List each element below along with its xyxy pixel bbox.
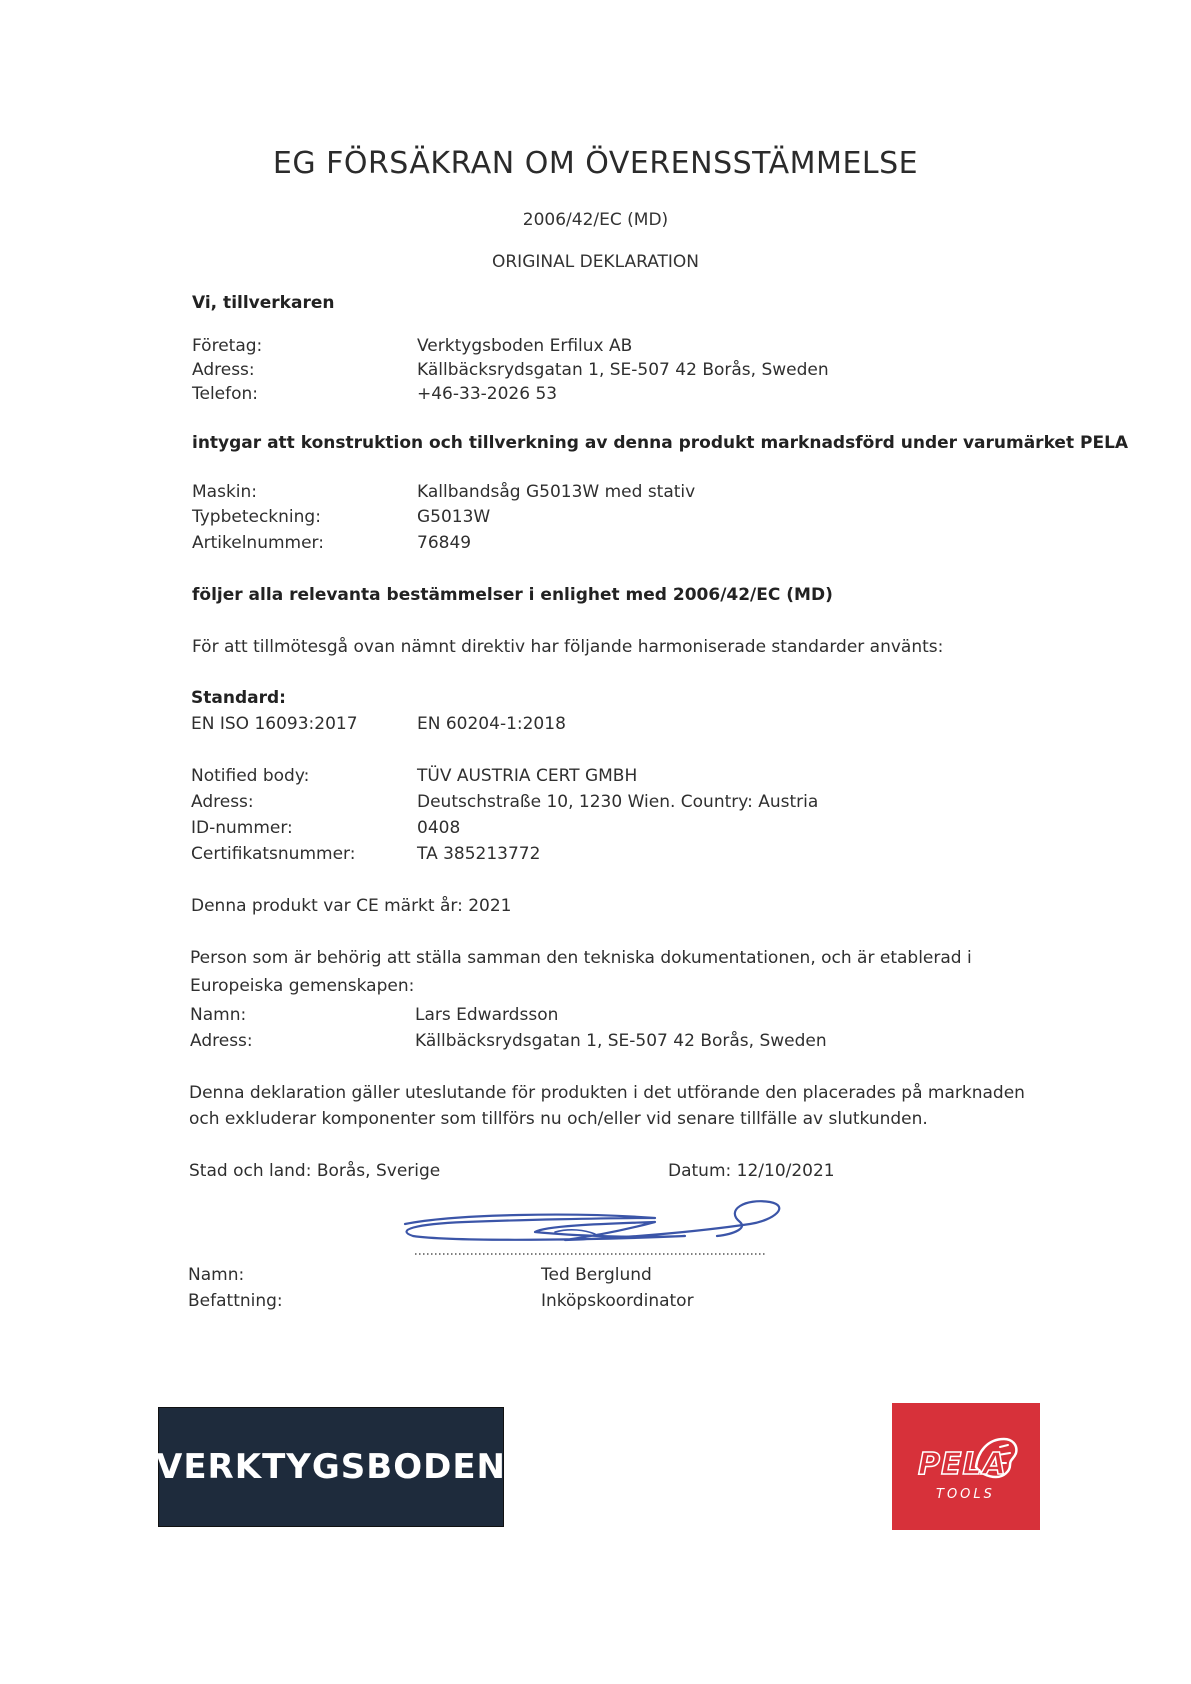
type-value: G5013W	[417, 507, 491, 527]
signatory-name-value: Ted Berglund	[541, 1265, 652, 1285]
tech-doc-name-value: Lars Edwardsson	[415, 1005, 559, 1025]
pela-logo-subtext: TOOLS	[936, 1487, 995, 1502]
signatory-role-label: Befattning:	[188, 1291, 283, 1311]
signature-image	[395, 1196, 795, 1264]
certifies-statement: intygar att konstruktion och tillverkning av denna produkt marknadsförd under varumärket PELA	[192, 433, 1129, 453]
verktygsboden-logo	[158, 1407, 504, 1527]
harmonized-intro: För att tillmötesgå ovan nämnt direktiv har följande harmoniserade standarder använts:	[192, 637, 944, 657]
pela-logo-text: PELA	[918, 1447, 1007, 1482]
article-value: 76849	[417, 533, 472, 553]
certificate-number-value: TA 385213772	[417, 844, 541, 864]
type-label: Typbeteckning:	[192, 507, 321, 527]
signatory-role-value: Inköpskoordinator	[541, 1291, 694, 1311]
ce-marked-statement: Denna produkt var CE märkt år: 2021	[191, 896, 512, 916]
notified-body-label: Notified body:	[191, 766, 310, 786]
pela-tools-logo	[892, 1403, 1040, 1530]
page-title: EG FÖRSÄKRAN OM ÖVERENSSTÄMMELSE	[272, 146, 919, 181]
phone-label: Telefon:	[192, 384, 259, 404]
manufacturer-address-value: Källbäcksrydsgatan 1, SE-507 42 Borås, Sweden	[417, 360, 829, 380]
verktygsboden-logo-text: VERKTYGSBODEN	[156, 1447, 506, 1487]
validity-line-2: och exkluderar komponenter som tillförs nu och/eller vid senare tillfälle av slutkunden.	[189, 1109, 928, 1129]
manufacturer-address-label: Adress:	[192, 360, 255, 380]
tech-doc-address-value: Källbäcksrydsgatan 1, SE-507 42 Borås, Sweden	[415, 1031, 827, 1051]
tech-doc-address-label: Adress:	[190, 1031, 253, 1051]
validity-line-1: Denna deklaration gäller uteslutande för produkten i det utförande den placerades på marknaden	[189, 1083, 1025, 1103]
directive-subtitle: 2006/42/EC (MD)	[522, 210, 669, 230]
company-value: Verktygsboden Erfilux AB	[417, 336, 633, 356]
tech-doc-line-2: Europeiska gemenskapen:	[190, 976, 415, 996]
standards-heading: Standard:	[191, 688, 286, 708]
standard-2: EN 60204-1:2018	[417, 714, 566, 734]
tech-doc-name-label: Namn:	[190, 1005, 247, 1025]
signatory-name-label: Namn:	[188, 1265, 245, 1285]
tech-doc-line-1: Person som är behörig att ställa samman den tekniska dokumentationen, och är etablerad i	[190, 948, 972, 968]
id-number-label: ID-nummer:	[191, 818, 293, 838]
machine-value: Kallbandsåg G5013W med stativ	[417, 482, 696, 502]
place: Stad och land: Borås, Sverige	[189, 1161, 441, 1181]
date: Datum: 12/10/2021	[668, 1161, 835, 1181]
id-number-value: 0408	[417, 818, 461, 838]
certificate-number-label: Certifikatsnummer:	[191, 844, 356, 864]
phone-value: +46-33-2026 53	[417, 384, 558, 404]
company-label: Företag:	[192, 336, 263, 356]
article-label: Artikelnummer:	[192, 533, 324, 553]
notified-body-value: TÜV AUSTRIA CERT GMBH	[417, 766, 638, 786]
declaration-type: ORIGINAL DEKLARATION	[491, 252, 699, 272]
standard-1: EN ISO 16093:2017	[191, 714, 358, 734]
complies-statement: följer alla relevanta bestämmelser i enlighet med 2006/42/EC (MD)	[192, 585, 833, 605]
nb-address-value: Deutschstraße 10, 1230 Wien. Country: Austria	[417, 792, 819, 812]
nb-address-label: Adress:	[191, 792, 254, 812]
machine-label: Maskin:	[192, 482, 258, 502]
manufacturer-heading: Vi, tillverkaren	[192, 293, 335, 313]
